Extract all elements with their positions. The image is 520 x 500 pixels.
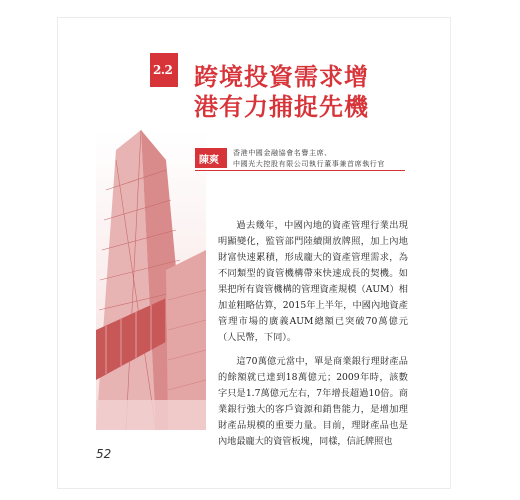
chapter-title-line-1: 跨境投資需求增: [194, 62, 369, 91]
building-photo: [96, 130, 206, 430]
author-divider: [195, 170, 405, 171]
section-number: 2.2: [153, 63, 173, 77]
chapter-title-line-2: 港有力捕捉先機: [194, 92, 369, 121]
author-title-line-2: 中國光大控股有限公司執行董事兼首席執行官: [233, 160, 385, 168]
author-name: 陳爽: [199, 155, 219, 166]
chapter-title: [194, 62, 369, 122]
author-description: [233, 148, 385, 170]
page-number: 52: [96, 447, 112, 461]
body-text: [218, 218, 408, 458]
body-paragraph-1: 過去幾年，中國內地的資產管理行業出現明顯變化，監管部門陸續開放牌照，加上內地財富快速累積，形成龐大的資產管理需求，為不同類型的資管機構帶來快速成長的契機。如果把所有資管機構的管理資產規模（AUM）相加並粗略估算，2015年上半年，中國內地資產管理市場的廣義AUM總額已突破70萬億元（人民幣，下同）。: [218, 220, 408, 343]
body-paragraph-2: 這70萬億元當中，單是商業銀行理財產品的餘額就已達到18萬億元；2009年時，該數字只是1.7萬億元左右，7年增長超過10倍。商業銀行強大的客戶資源和銷售能力，是增加理財產品規模的重要力量。目前，理財產品也是內地最龐大的資管板塊，同樣，信託牌照也: [218, 356, 408, 447]
author-title-line-1: 香港中國金融協會名譽主席、: [233, 149, 332, 157]
author-byline: [195, 148, 405, 176]
